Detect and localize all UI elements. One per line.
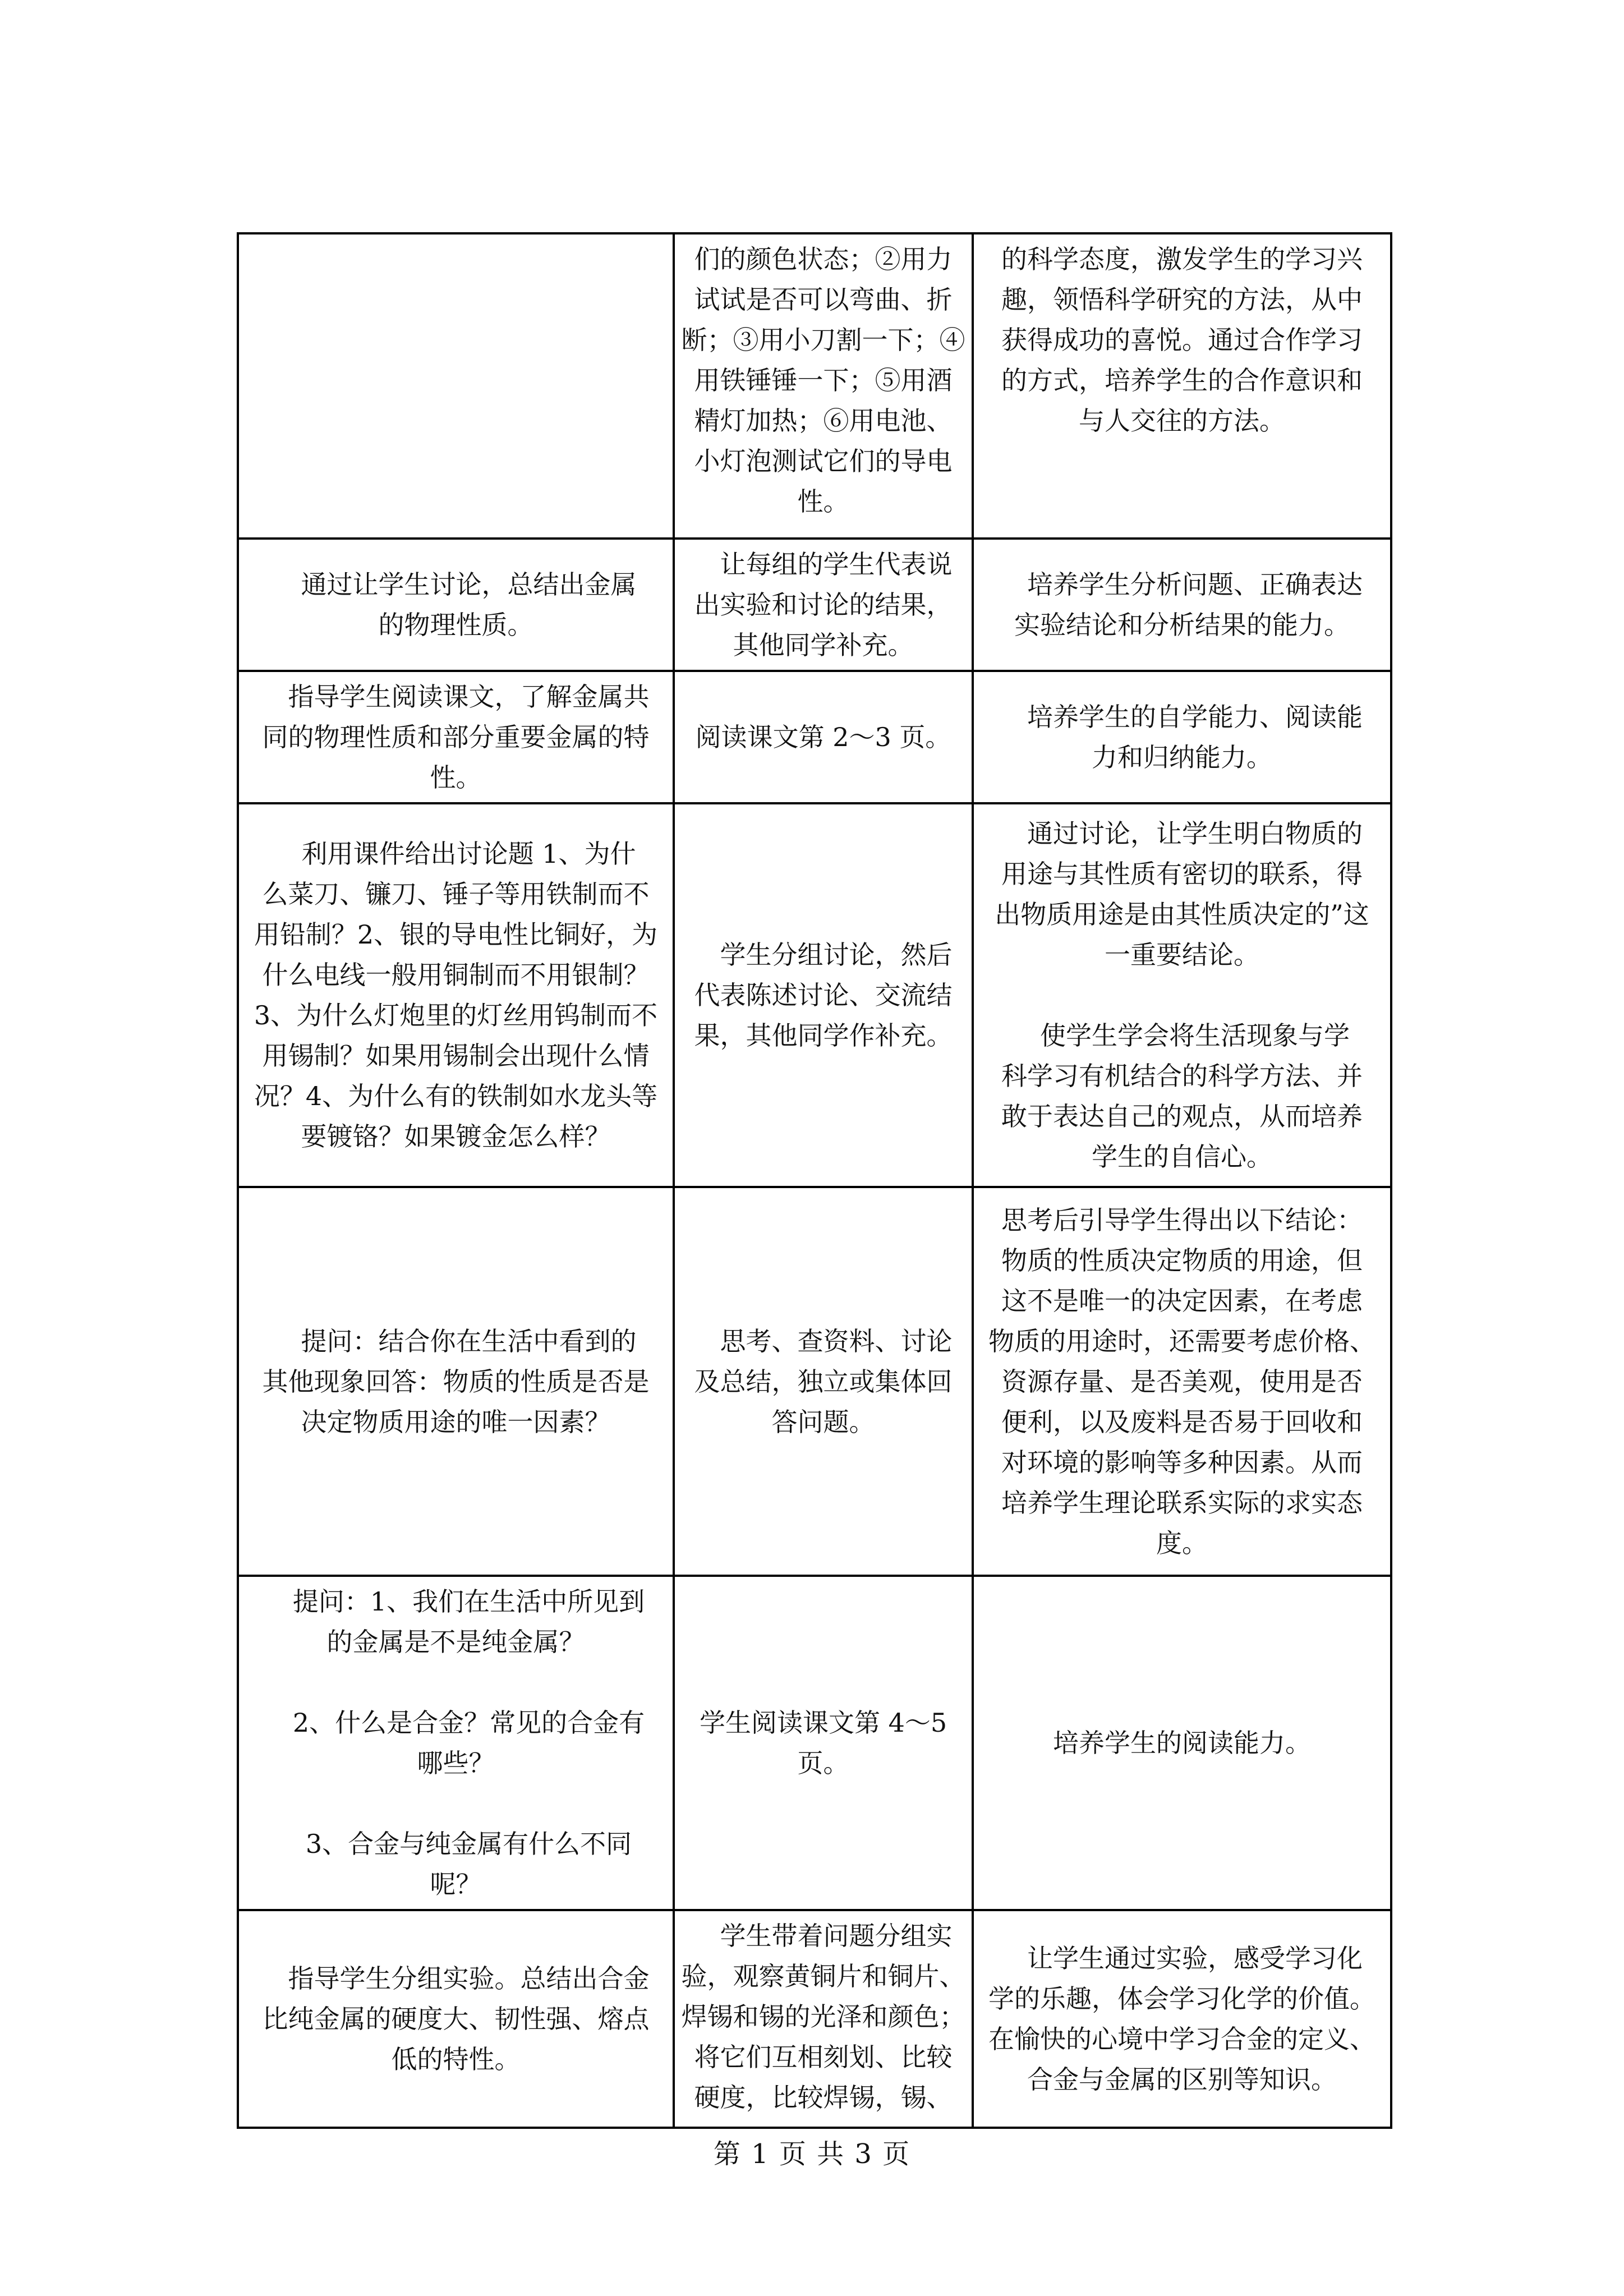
table-row xyxy=(238,1910,1391,2128)
design-intent-cell: 思考后引导学生得出以下结论： 物质的性质决定物质的用途，但 这不是唯一的决定因素，在考虑 物质的用途时，还需要考虑价格、 资源存量、是否美观，使用是否 便利，以及废料是否易于回收和 对环境的影响等多种因素。从而 培养学生理论联系实际的求实态 度。 xyxy=(973,1187,1391,1576)
student-activity-cell: 学生带着问题分组实 验，观察黄铜片和铜片、 焊锡和锡的光泽和颜色； 将它们互相刻划、比较 硬度，比较焊锡，锡、 xyxy=(674,1910,973,2128)
design-intent-cell: 让学生通过实验，感受学习化 学的乐趣，体会学习化学的价值。 在愉快的心境中学习合金的定义、 合金与金属的区别等知识。 xyxy=(973,1910,1391,2128)
design-intent-cell: 通过讨论，让学生明白物质的 用途与其性质有密切的联系，得 出物质用途是由其性质决定的”这 一重要结论。 使学生学会将生活现象与学 科学习有机结合的科学方法、并 敢于表达自己的观点，从而培养 学生的自信心。 xyxy=(973,803,1391,1187)
student-activity-cell: 学生阅读课文第 4～5 页。 xyxy=(674,1576,973,1910)
teacher-activity-cell: 通过让学生讨论，总结出金属 的物理性质。 xyxy=(238,539,674,671)
student-activity-cell: 学生分组讨论，然后 代表陈述讨论、交流结 果，其他同学作补充。 xyxy=(674,803,973,1187)
student-activity-cell: 让每组的学生代表说 出实验和讨论的结果， 其他同学补充。 xyxy=(674,539,973,671)
table-row xyxy=(238,233,1391,539)
table-row xyxy=(238,803,1391,1187)
student-activity-cell: 们的颜色状态；②用力 试试是否可以弯曲、折 断；③用小刀割一下；④ 用铁锤锤一下；⑤用酒 精灯加热；⑥用电池、 小灯泡测试它们的导电 性。 xyxy=(674,233,973,539)
teacher-activity-cell: 指导学生阅读课文，了解金属共 同的物理性质和部分重要金属的特 性。 xyxy=(238,671,674,803)
table-row xyxy=(238,1187,1391,1576)
table-row xyxy=(238,539,1391,671)
teacher-activity-cell: 指导学生分组实验。总结出合金 比纯金属的硬度大、韧性强、熔点 低的特性。 xyxy=(238,1910,674,2128)
table-row xyxy=(238,671,1391,803)
teacher-activity-cell xyxy=(238,233,674,539)
student-activity-cell: 阅读课文第 2～3 页。 xyxy=(674,671,973,803)
page-number-footer: 第 1 页 共 3 页 xyxy=(713,2138,911,2170)
teacher-activity-cell: 利用课件给出讨论题 1、为什 么菜刀、镰刀、锤子等用铁制而不 用铅制？2、银的导电性比铜好，为 什么电线一般用铜制而不用银制？ 3、为什么灯炮里的灯丝用钨制而不 用锡制？如果用锡制会出现什么情 况？4、为什么有的铁制如水龙头等 要镀铬？如果镀金怎么样？ xyxy=(238,803,674,1187)
teacher-activity-cell: 提问：结合你在生活中看到的 其他现象回答：物质的性质是否是 决定物质用途的唯一因素？ xyxy=(238,1187,674,1576)
design-intent-cell: 培养学生的阅读能力。 xyxy=(973,1576,1391,1910)
teacher-activity-cell: 提问：1、我们在生活中所见到 的金属是不是纯金属？ 2、什么是合金？常见的合金有 哪些？ 3、合金与纯金属有什么不同 呢？ xyxy=(238,1576,674,1910)
table-row xyxy=(238,1576,1391,1910)
lesson-plan-table xyxy=(237,232,1392,2129)
design-intent-cell: 培养学生分析问题、正确表达 实验结论和分析结果的能力。 xyxy=(973,539,1391,671)
design-intent-cell: 的科学态度，激发学生的学习兴 趣，领悟科学研究的方法，从中 获得成功的喜悦。通过合作学习 的方式，培养学生的合作意识和 与人交往的方法。 xyxy=(973,233,1391,539)
design-intent-cell: 培养学生的自学能力、阅读能 力和归纳能力。 xyxy=(973,671,1391,803)
student-activity-cell: 思考、查资料、讨论 及总结，独立或集体回 答问题。 xyxy=(674,1187,973,1576)
